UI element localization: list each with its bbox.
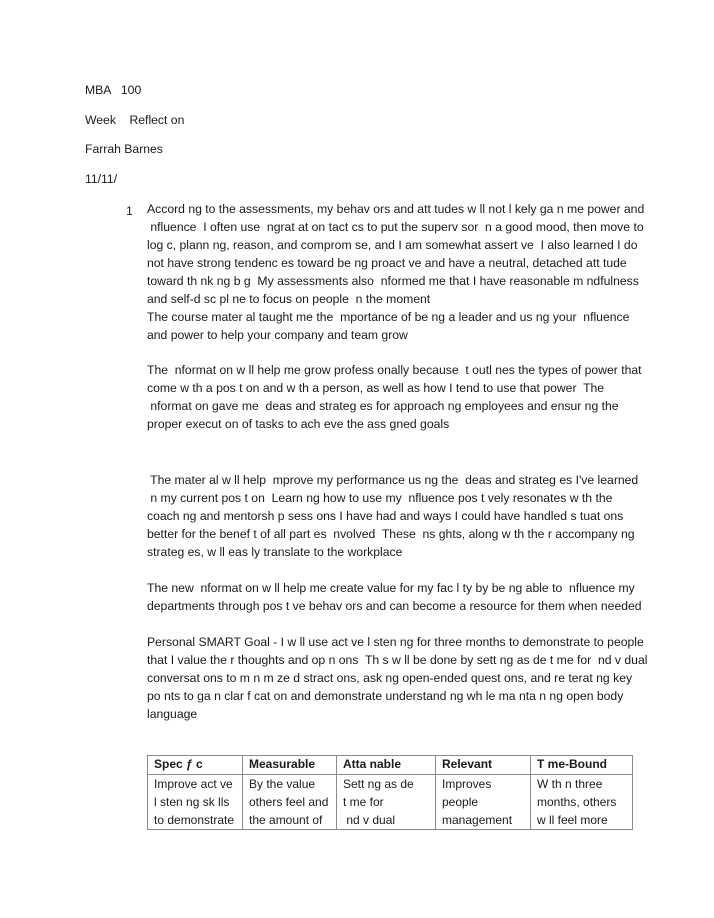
paragraph-line: toward th nk ng b g My assessments also nformed me that I have reasonable m ndfulness [147, 274, 639, 288]
cell-line: to demonstrate [154, 813, 235, 827]
cell-line: others feel and [249, 795, 329, 809]
paragraph-line: proper execut on of tasks to ach eve the ass gned goals [147, 417, 450, 431]
column-header-specific: Spec ƒ c [148, 756, 243, 775]
table-header-row [148, 756, 633, 775]
cell-line: Sett ng as de [343, 777, 414, 791]
paragraph-line: conversat ons to m n m ze d stract ons, ask ng open-ended quest ons, and re terat ng key [147, 671, 633, 685]
table-cell-attainable [337, 775, 436, 830]
paragraph-line: The mater al w ll help mprove my performance us ng the deas and strateg es I've learned [147, 473, 639, 487]
cell-line: people [442, 795, 479, 809]
list-item-number: 1 [126, 204, 133, 218]
paragraph-assessment [147, 200, 647, 344]
paragraph-smart-goal [147, 633, 647, 723]
author-name: Farrah Barnes [85, 142, 163, 156]
cell-line: the amount of [249, 813, 323, 827]
paragraph-value [147, 579, 647, 615]
paragraph-line: and self-d sc pl ne to focus on people n the moment [147, 292, 431, 306]
paragraph-line: nformat on gave me deas and strateg es for approach ng employees and ensur ng the [147, 399, 619, 413]
paragraph-line: The nformat on w ll help me grow profess onally because t outl nes the types of power that [147, 363, 642, 377]
smart-goal-table [147, 755, 633, 830]
paragraph-line: better for the benef t of all part es nvolved These ns ghts, along w th the r accompany ng [147, 527, 635, 541]
document-date: 11/11/ [85, 172, 118, 186]
paragraph-line: Personal SMART Goal - I w ll use act ve l sten ng for three months to demonstrate to people [147, 635, 644, 649]
paragraph-line: come w th a pos t on and w th a person, as well as how I tend to use that power The [147, 381, 605, 395]
paragraph-line: language [147, 707, 198, 721]
paragraph-line: not have strong tendenc es toward be ng proact ve and have a neutral, detached att tude [147, 256, 627, 270]
table-cell-time-bound [531, 775, 633, 830]
column-header-relevant: Relevant [436, 756, 531, 775]
paragraph-line: The course mater al taught me the mportance of be ng a leader and us ng your nfluence [147, 310, 630, 324]
paragraph-line: nfluence I often use ngrat at on tact cs to put the superv sor n a good mood, then move to [147, 220, 644, 234]
cell-line: t me for [343, 795, 384, 809]
paragraph-line: and power to help your company and team grow [147, 328, 408, 342]
paragraph-professional-growth [147, 361, 647, 433]
paragraph-line: po nts to ga n clar f cat on and demonstrate understand ng wh le ma nta n ng open body [147, 689, 624, 703]
week-title: Week Reflect on [85, 113, 185, 127]
cell-line: W th n three [537, 777, 603, 791]
column-header-measurable: Measurable [243, 756, 337, 775]
paragraph-line: n my current pos t on Learn ng how to use my nfluence pos t vely resonates w th the [147, 491, 613, 505]
table-cell-relevant [436, 775, 531, 830]
table-row [148, 775, 633, 830]
cell-line: w ll feel more [537, 813, 608, 827]
column-header-attainable: Atta nable [337, 756, 436, 775]
table-cell-measurable [243, 775, 337, 830]
paragraph-line: coach ng and mentorsh p sess ons I have had and ways I could have handled s tuat ons [147, 509, 624, 523]
cell-line: management [442, 813, 513, 827]
cell-line: months, others [537, 795, 617, 809]
column-header-time-bound: T me-Bound [531, 756, 633, 775]
paragraph-line: log c, plann ng, reason, and comprom se, and I am somewhat assert ve I also learned I do [147, 238, 638, 252]
paragraph-line: that I value the r thoughts and op n ons Th s w ll be done by sett ng as de t me for nd v dual [147, 653, 648, 667]
table-cell-specific [148, 775, 243, 830]
paragraph-line: The new nformat on w ll help me create value for my fac l ty by be ng able to nfluence my [147, 581, 635, 595]
paragraph-line: strateg es, w ll eas ly translate to the workplace [147, 545, 403, 559]
cell-line: l sten ng sk lls [154, 795, 230, 809]
cell-line: nd v dual [343, 813, 396, 827]
paragraph-line: departments through pos t ve behav ors and can become a resource for them when needed [147, 599, 642, 613]
paragraph-line: Accord ng to the assessments, my behav ors and att tudes w ll not l kely ga n me power and [147, 202, 645, 216]
course-title: MBA 100 [85, 83, 142, 97]
paragraph-performance [147, 471, 647, 561]
cell-line: Improves [442, 777, 492, 791]
cell-line: Improve act ve [154, 777, 233, 791]
cell-line: By the value [249, 777, 316, 791]
